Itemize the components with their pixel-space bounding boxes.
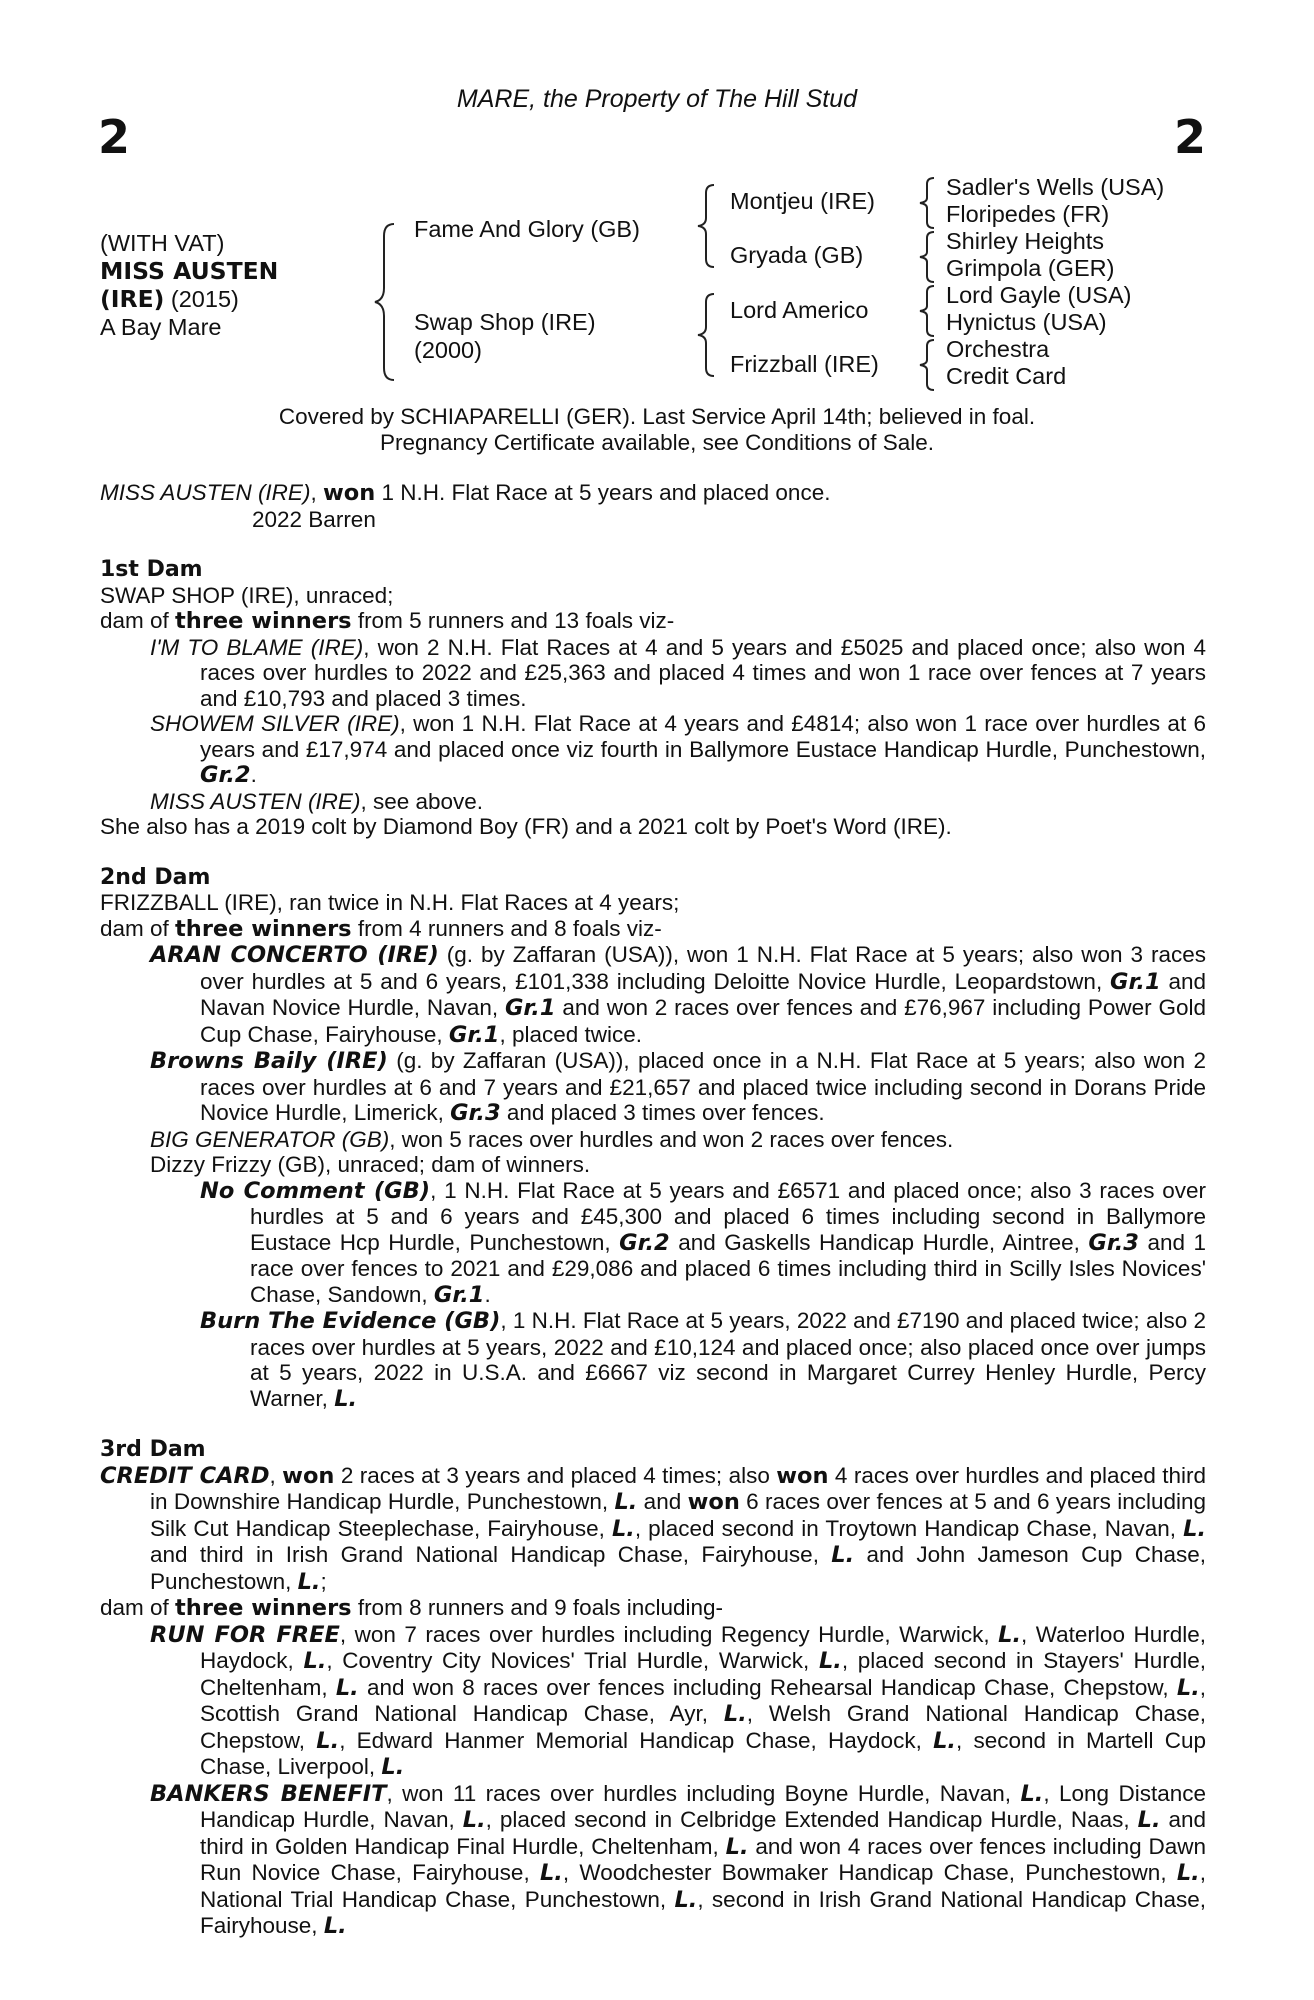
- dam-name-line2: (2000): [414, 337, 482, 363]
- produce-entry: I'M TO BLAME (IRE), won 2 N.H. Flat Races at 4 and 5 years and £5025 and placed once; also won 4 races over hurdles to 2022 and £25,363 and placed 4 times and won 1 race over fences at 7 years and £10,793 and placed 3 times.: [150, 634, 1206, 711]
- brace-main: [370, 222, 400, 382]
- produce-entry: RUN FOR FREE, won 7 races over hurdles including Regency Hurdle, Warwick, L., Waterloo Hurdle, Haydock, L., Coventry City Novices' Trial Hurdle, Warwick, L., placed second in Stayers' Hurdle, Cheltenham, L. and won 8 races over fences including Rehearsal Handicap Chase, Chepstow, L., Scottish Grand National Handicap Chase, Ayr, L., Welsh Grand National Handicap Chase, Chepstow, L., Edward Hanmer Memorial Handicap Chase, Haydock, L., second in Martell Cup Chase, Liverpool, L.: [150, 1621, 1207, 1780]
- summary: MISS AUSTEN (IRE), won 1 N.H. Flat Race at 5 years and placed once. 2022 Barren: [100, 480, 1206, 532]
- grandsire-maternal: Lord Americo: [730, 297, 869, 323]
- third-dam-heading: 3rd Dam: [100, 1437, 206, 1462]
- sire-name: Fame And Glory (GB): [414, 216, 640, 242]
- vat-note: (WITH VAT): [100, 230, 225, 256]
- dam-name: [414, 308, 596, 364]
- produce-entry: Browns Baily (IRE) (g. by Zaffaran (USA)), placed once in a N.H. Flat Race at 5 years; also won 2 races over hurdles at 6 and 7 years and £21,657 and placed twice including second in Dorans Pride Novice Hurdle, Limerick, Gr.3 and placed 3 times over fences.: [150, 1048, 1207, 1126]
- horse-name-line2: [100, 285, 278, 313]
- page-title: MARE, the Property of The Hill Stud: [456, 85, 858, 113]
- ggp-8: Credit Card: [946, 363, 1067, 389]
- produce-entry: SHOWEM SILVER (IRE), won 1 N.H. Flat Race at 4 years and £4814; also won 1 race over hurdles at 6 years and £17,974 and placed once viz fourth in Ballymore Eustace Handicap Hurdle, Punchestown, Gr.2.: [150, 711, 1206, 788]
- first-dam-intro: SWAP SHOP (IRE), unraced;: [100, 582, 394, 608]
- brace-gg1: [916, 176, 938, 230]
- brace-gg4: [916, 338, 938, 392]
- summary-won: won: [322, 480, 376, 506]
- second-dam-section: [100, 865, 1206, 1413]
- ggp-5: Lord Gayle (USA): [946, 282, 1132, 308]
- first-dam-also: She also has a 2019 colt by Diamond Boy (FR) and a 2021 colt by Poet's Word (IRE).: [100, 814, 952, 839]
- covering-line-2: Pregnancy Certificate available, see Conditions of Sale.: [379, 430, 935, 455]
- second-dam-heading: 2nd Dam: [100, 864, 211, 890]
- horse-name: MISS AUSTEN: [100, 257, 279, 285]
- ggp-7: Orchestra: [946, 336, 1050, 362]
- lot-number-left: 2: [98, 110, 131, 164]
- ggp-3: Shirley Heights: [946, 228, 1105, 254]
- ggp-1: Sadler's Wells (USA): [946, 174, 1165, 200]
- lot-number-right: 2: [1173, 110, 1206, 164]
- dam-name-line1: Swap Shop (IRE): [414, 309, 596, 335]
- first-dam-section: [100, 557, 1206, 840]
- covering-note: [0, 404, 1314, 456]
- produce-entry: BANKERS BENEFIT, won 11 races over hurdles including Boyne Hurdle, Navan, L., Long Distance Handicap Hurdle, Navan, L., placed second in Celbridge Extended Handicap Hurdle, Naas, L. and third in Golden Handicap Final Hurdle, Cheltenham, L. and won 4 races over fences including Dawn Run Novice Chase, Fairyhouse, L., Woodchester Bowmaker Handicap Chase, Punchestown, L., National Trial Handicap Chase, Punchestown, L., second in Irish Grand National Handicap Chase, Fairyhouse, L.: [150, 1780, 1206, 1939]
- first-dam-heading: 1st Dam: [100, 557, 203, 582]
- produce-entry: BIG GENERATOR (GB), won 5 races over hurdles and won 2 races over fences.: [150, 1126, 954, 1152]
- ggp-4: Grimpola (GER): [946, 255, 1115, 281]
- produce-entry: ARAN CONCERTO (IRE) (g. by Zaffaran (USA)), won 1 N.H. Flat Race at 5 years; also won 3 races over hurdles at 5 and 6 years, £101,338 including Deloitte Novice Hurdle, Leopardstown, Gr.1 and Navan Novice Hurdle, Navan, Gr.1 and won 2 races over fences and £76,967 including Power Gold Cup Chase, Fairyhouse, Gr.1, placed twice.: [150, 942, 1207, 1048]
- summary-text: 1 N.H. Flat Race at 5 years and placed once.: [375, 480, 831, 505]
- third-dam-record: CREDIT CARD, won 2 races at 3 years and placed 4 times; also won 4 races over hurdles and placed third in Downshire Handicap Hurdle, Punchestown, L. and won 6 races over fences at 5 and 6 years including Silk Cut Handicap Steeplechase, Fairyhouse, L., placed second in Troytown Handicap Chase, Navan, L. and third in Irish Grand National Handicap Chase, Fairyhouse, L. and John Jameson Cup Chase, Punchestown, L.;: [100, 1462, 1207, 1595]
- second-dam-produce: dam of three winners from 4 runners and 8 foals viz-: [100, 915, 662, 942]
- winners-count: three winners: [175, 608, 352, 634]
- summary-barren: 2022 Barren: [252, 506, 376, 532]
- brace-gg2: [916, 230, 938, 284]
- brace-gg3: [916, 284, 938, 338]
- summary-name: MISS AUSTEN (IRE): [100, 480, 311, 505]
- horse-description: A Bay Mare: [100, 314, 222, 340]
- catalogue-body: [100, 480, 1206, 1940]
- granddam-paternal: Gryada (GB): [730, 242, 864, 268]
- great-grandparents: [946, 174, 1164, 390]
- brace-sire: [694, 183, 720, 269]
- pedigree-subject: [100, 229, 278, 341]
- produce-entry: MISS AUSTEN (IRE), see above.: [150, 788, 484, 814]
- grand-produce-entry: Burn The Evidence (GB), 1 N.H. Flat Race at 5 years, 2022 and £7190 and placed twice; also 2 races over hurdles at 5 years, 2022 and £10,124 and placed once; also placed once over jumps at 5 years, 2022 in U.S.A. and £6667 viz second in Margaret Currey Henley Hurdle, Percy Warner, L.: [200, 1308, 1207, 1412]
- horse-year: (2015): [164, 286, 239, 312]
- brace-dam: [694, 292, 720, 378]
- grandsire-paternal: Montjeu (IRE): [730, 188, 875, 214]
- third-dam-section: [100, 1437, 1206, 1940]
- first-dam-produce: dam of three winners from 5 runners and 13 foals viz-: [100, 608, 675, 634]
- grand-produce-entry: No Comment (GB), 1 N.H. Flat Race at 5 years and £6571 and placed once; also 3 races over hurdles at 5 and 6 years and £45,300 and placed 6 times including second in Ballymore Eustace Hcp Hurdle, Punchestown, Gr.2 and Gaskells Handicap Hurdle, Aintree, Gr.3 and 1 race over fences to 2021 and £29,086 and placed 6 times including third in Scilly Isles Novices' Chase, Sandown, Gr.1.: [200, 1177, 1206, 1308]
- covering-line-1: Covered by SCHIAPARELLI (GER). Last Service April 14th; believed in foal.: [278, 404, 1036, 429]
- horse-country: (IRE): [100, 285, 165, 313]
- granddam-maternal: Frizzball (IRE): [730, 351, 879, 377]
- ggp-2: Floripedes (FR): [946, 201, 1110, 227]
- third-dam-produce: dam of three winners from 8 runners and 9 foals including-: [100, 1595, 724, 1621]
- ggp-6: Hynictus (USA): [946, 309, 1107, 335]
- second-dam-intro: FRIZZBALL (IRE), ran twice in N.H. Flat Races at 4 years;: [100, 890, 680, 915]
- produce-entry: Dizzy Frizzy (GB), unraced; dam of winners.: [150, 1152, 591, 1177]
